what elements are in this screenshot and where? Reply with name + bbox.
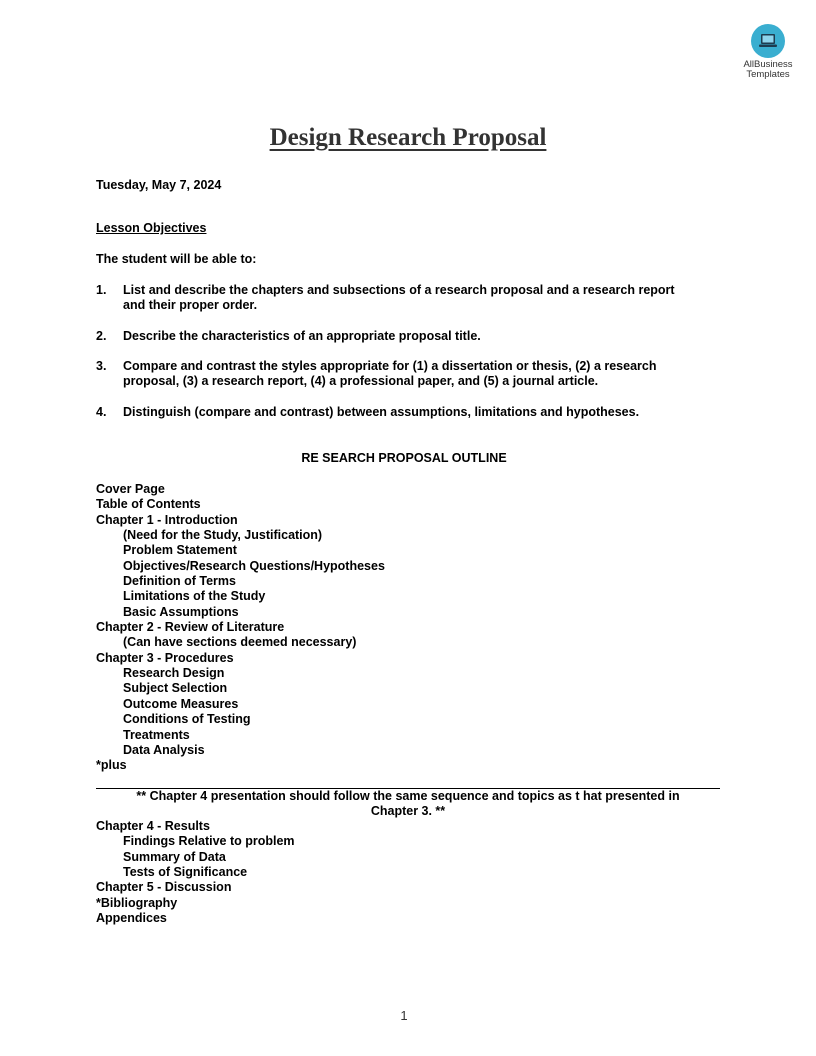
objective-text-line: Distinguish (compare and contrast) between assumptions, limitations and hypotheses.: [123, 405, 640, 419]
outline-subitem: Tests of Significance: [123, 865, 248, 880]
chapter-note-line: ** Chapter 4 presentation should follow the same sequence and topics as t hat presented in: [136, 789, 680, 803]
objective-item: [96, 405, 716, 420]
page-number: 1: [400, 1008, 408, 1023]
document-title: Design Research Proposal: [269, 124, 547, 151]
outline-subitem: Objectives/Research Questions/Hypotheses: [123, 558, 385, 573]
outline-subitem: Problem Statement: [123, 543, 237, 558]
outline-subitem: (Can have sections deemed necessary): [123, 635, 357, 650]
logo-text-line1: AllBusiness: [743, 59, 793, 70]
outline-heading: RE SEARCH PROPOSAL OUTLINE: [301, 451, 507, 465]
outline-item: *Bibliography: [96, 895, 178, 910]
laptop-icon: [751, 24, 785, 58]
chapter-note-line: Chapter 3. **: [370, 804, 446, 818]
document-date: Tuesday, May 7, 2024: [96, 178, 222, 192]
objective-number: 3.: [96, 359, 107, 373]
outline-subitem: Data Analysis: [123, 742, 205, 757]
outline-subitem: Research Design: [123, 666, 225, 681]
objective-text-line: Describe the characteristics of an appropriate proposal title.: [123, 329, 481, 343]
objective-number: 2.: [96, 329, 107, 343]
objective-item: [96, 283, 716, 314]
outline-item: Chapter 3 - Procedures: [96, 650, 234, 665]
outline-subitem: Subject Selection: [123, 681, 228, 696]
outline-subitem: Outcome Measures: [123, 696, 239, 711]
objectives-intro: The student will be able to:: [96, 252, 257, 266]
objective-number: 4.: [96, 405, 107, 419]
objective-text-line: List and describe the chapters and subsections of a research proposal and a research report: [123, 283, 675, 297]
chapter-note: [96, 789, 720, 819]
outline-item: *plus: [96, 758, 127, 773]
logo-text-line2: Templates: [746, 69, 790, 80]
objective-text-line: proposal, (3) a research report, (4) a professional paper, and (5) a journal article.: [123, 374, 599, 389]
allbusiness-templates-logo: [736, 24, 800, 80]
outline-subitem: Treatments: [123, 727, 190, 742]
outline-item: Chapter 5 - Discussion: [96, 880, 232, 895]
objective-text-line: and their proper order.: [123, 298, 258, 313]
objective-item: [96, 329, 716, 344]
outline-subitem: Limitations of the Study: [123, 589, 266, 604]
outline-item: Chapter 2 - Review of Literature: [96, 620, 285, 635]
objectives-heading: Lesson Objectives: [96, 221, 207, 235]
objective-number: 1.: [96, 283, 107, 297]
outline-item: Table of Contents: [96, 497, 201, 512]
outline-subitem: Summary of Data: [123, 849, 226, 864]
outline-list: [96, 482, 385, 774]
outline-subitem: Conditions of Testing: [123, 712, 251, 727]
outline-subitem: Definition of Terms: [123, 574, 236, 589]
objective-text-line: Compare and contrast the styles appropriate for (1) a dissertation or thesis, (2) a research: [123, 359, 657, 373]
outline-item: Chapter 1 - Introduction: [96, 512, 238, 527]
outline-item: Chapter 4 - Results: [96, 819, 210, 833]
outline-subitem: (Need for the Study, Justification): [123, 528, 323, 543]
objective-item: [96, 359, 716, 390]
outline-item: Cover Page: [96, 482, 165, 496]
outline-item: Appendices: [96, 911, 167, 926]
outline-list: [96, 819, 295, 926]
outline-subitem: Basic Assumptions: [123, 604, 239, 619]
outline-subitem: Findings Relative to problem: [123, 834, 295, 849]
